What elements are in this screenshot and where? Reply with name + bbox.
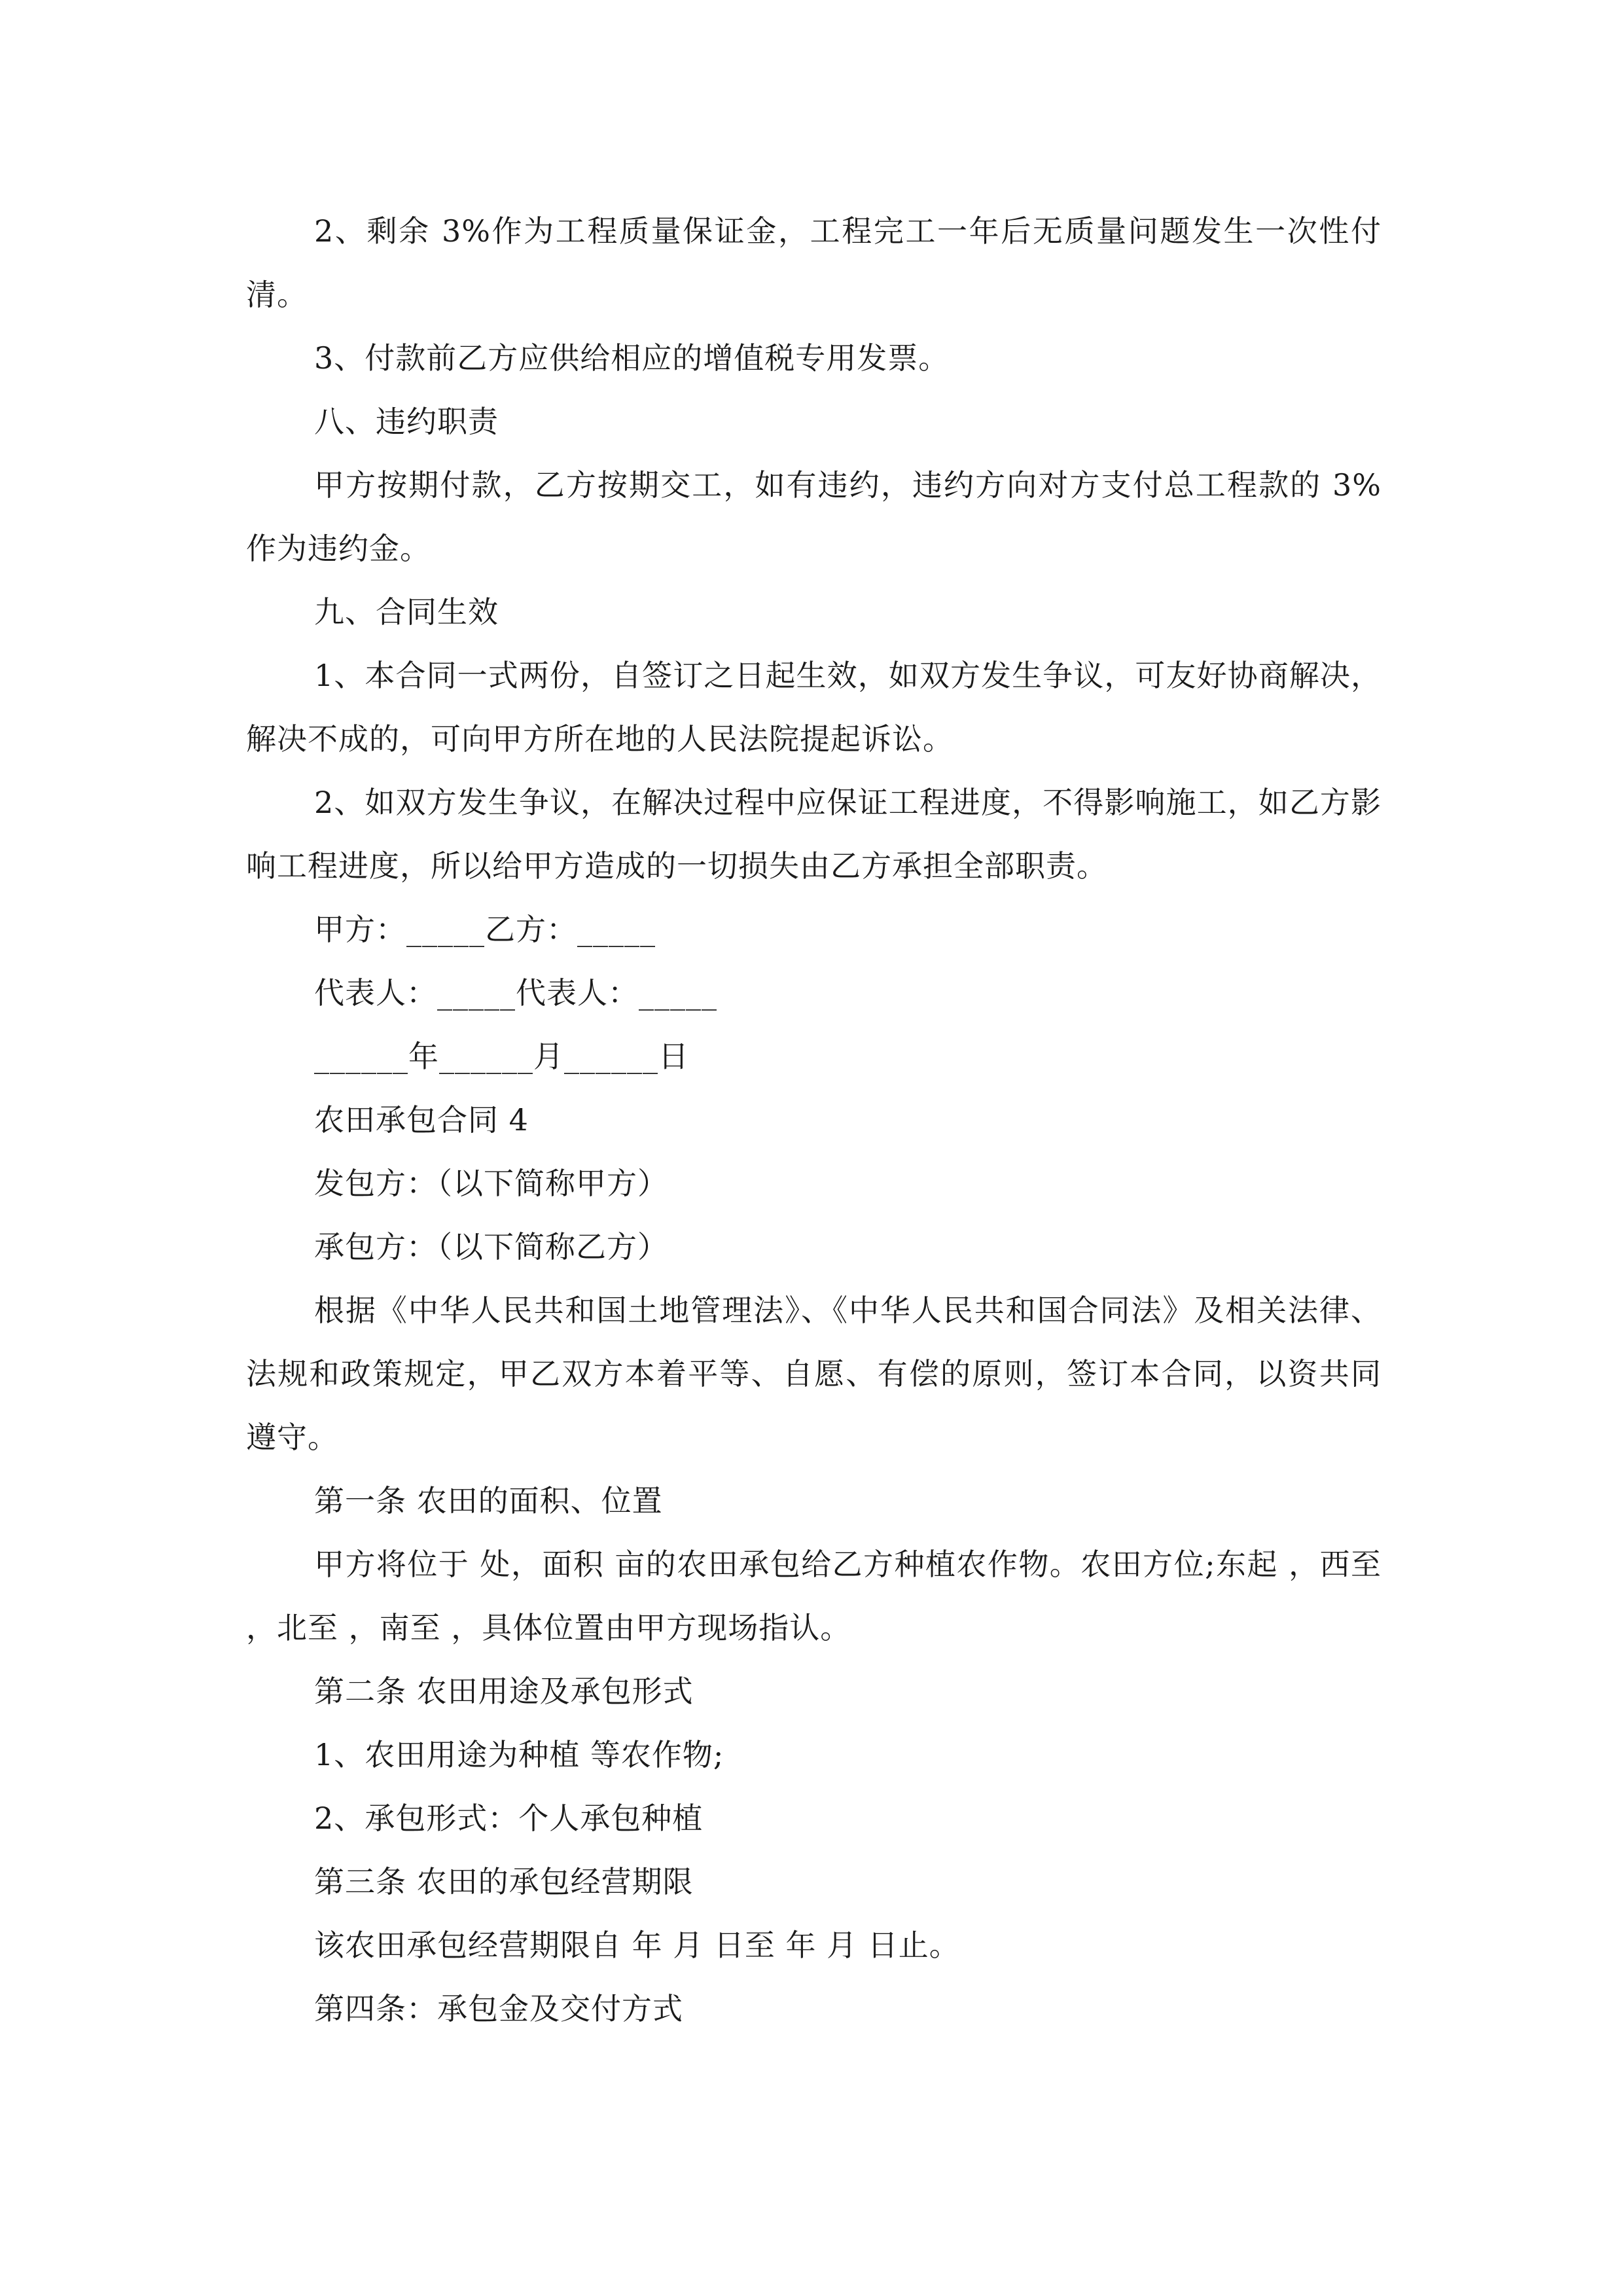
article-heading: 第一条 农田的面积、位置 (314, 1483, 663, 1518)
paragraph: 甲方将位于 处，面积 亩的农田承包给乙方种植农作物。农田方位;东起 ，西至 ，北至 ，南至 ，具体位置由甲方现场指认。 (246, 1547, 1392, 1645)
paragraph: 2、承包形式：个人承包种植 (314, 1801, 704, 1836)
party-b-line: 承包方：（以下简称乙方） (314, 1229, 668, 1265)
document-body (246, 200, 1392, 2041)
article-heading: 第四条：承包金及交付方式 (314, 1991, 683, 2026)
signature-date-line: ______年______月______日 (314, 1039, 689, 1074)
signature-line-parties: 甲方：_____乙方：_____ (314, 912, 656, 947)
paragraph: 该农田承包经营期限自 年 月 日至 年 月 日止。 (314, 1928, 960, 1963)
signature-line-representatives: 代表人：_____代表人：_____ (314, 975, 717, 1011)
paragraph: 2、如双方发生争议，在解决过程中应保证工程进度，不得影响施工，如乙方影响工程进度，所以给甲方造成的一切损失由乙方承担全部职责。 (246, 785, 1382, 884)
section-heading: 八、违约职责 (314, 404, 499, 439)
article-heading: 第二条 农田用途及承包形式 (314, 1674, 694, 1709)
paragraph: 根据《中华人民共和国土地管理法》、《中华人民共和国合同法》及相关法律、法规和政策规定，甲乙双方本着平等、自愿、有偿的原则，签订本合同，以资共同遵守。 (246, 1293, 1382, 1455)
paragraph: 2、剩余 3%作为工程质量保证金，工程完工一年后无质量问题发生一次性付清。 (246, 213, 1382, 312)
paragraph: 1、农田用途为种植 等农作物; (314, 1737, 724, 1772)
section-heading: 九、合同生效 (314, 594, 499, 630)
paragraph: 1、本合同一式两份，自签订之日起生效，如双方发生争议，可友好协商解决，解决不成的，可向甲方所在地的人民法院提起诉讼。 (246, 658, 1382, 757)
paragraph: 甲方按期付款，乙方按期交工，如有违约，违约方向对方支付总工程款的 3%作为违约金。 (246, 467, 1382, 566)
article-heading: 第三条 农田的承包经营期限 (314, 1864, 694, 1899)
paragraph: 3、付款前乙方应供给相应的增值税专用发票。 (314, 340, 950, 376)
contract-title: 农田承包合同 4 (314, 1102, 529, 1138)
party-a-line: 发包方：（以下简称甲方） (314, 1166, 668, 1201)
